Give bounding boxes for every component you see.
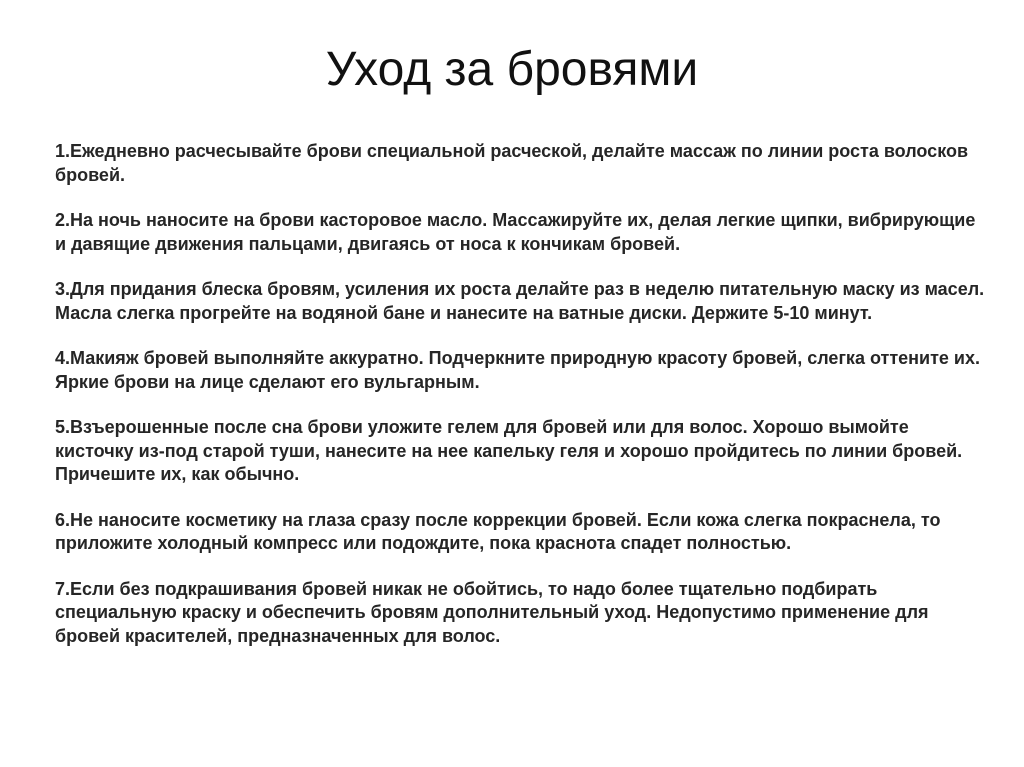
tips-list bbox=[55, 140, 985, 670]
tip-item-1: 1.Ежедневно расчесывайте брови специальной расческой, делайте массаж по линии роста волосков бровей. bbox=[55, 141, 969, 185]
tip-item-2: 2.На ночь наносите на брови касторовое масло. Массажируйте их, делая легкие щипки, вибрирующие и давящие движения пальцами, двигаясь от носа к кончикам бровей. bbox=[55, 210, 976, 254]
tip-item-7: 7.Если без подкрашивания бровей никак не обойтись, то надо более тщательно подбирать специальную краску и обеспечить бровям дополнительный уход. Недопустимо применение для бровей красителей, предназначенных для волос. bbox=[55, 578, 929, 646]
tip-item-3: 3.Для придания блеска бровям, усиления их роста делайте раз в неделю питательную маску из масел. Масла слегка прогрейте на водяной бане и нанесите на ватные диски. Держите 5-10 минут. bbox=[55, 279, 985, 323]
tip-item-6: 6.Не наносите косметику на глаза сразу после коррекции бровей. Если кожа слегка покраснела, то приложите холодный компресс или подождите, пока краснота спадет полностью. bbox=[55, 509, 941, 553]
tip-item-5: 5.Взъерошенные после сна брови уложите гелем для бровей или для волос. Хорошо вымойте кисточку из-под старой туши, нанесите на нее капельку геля и хорошо пройдитесь по линии бровей. Причешите их, как обычно. bbox=[55, 417, 963, 484]
tip-item-4: 4.Макияж бровей выполняйте аккуратно. Подчеркните природную красоту бровей, слегка оттените их. Яркие брови на лице сделают его вульгарным. bbox=[55, 348, 980, 392]
slide-title: Уход за бровями bbox=[325, 43, 699, 96]
